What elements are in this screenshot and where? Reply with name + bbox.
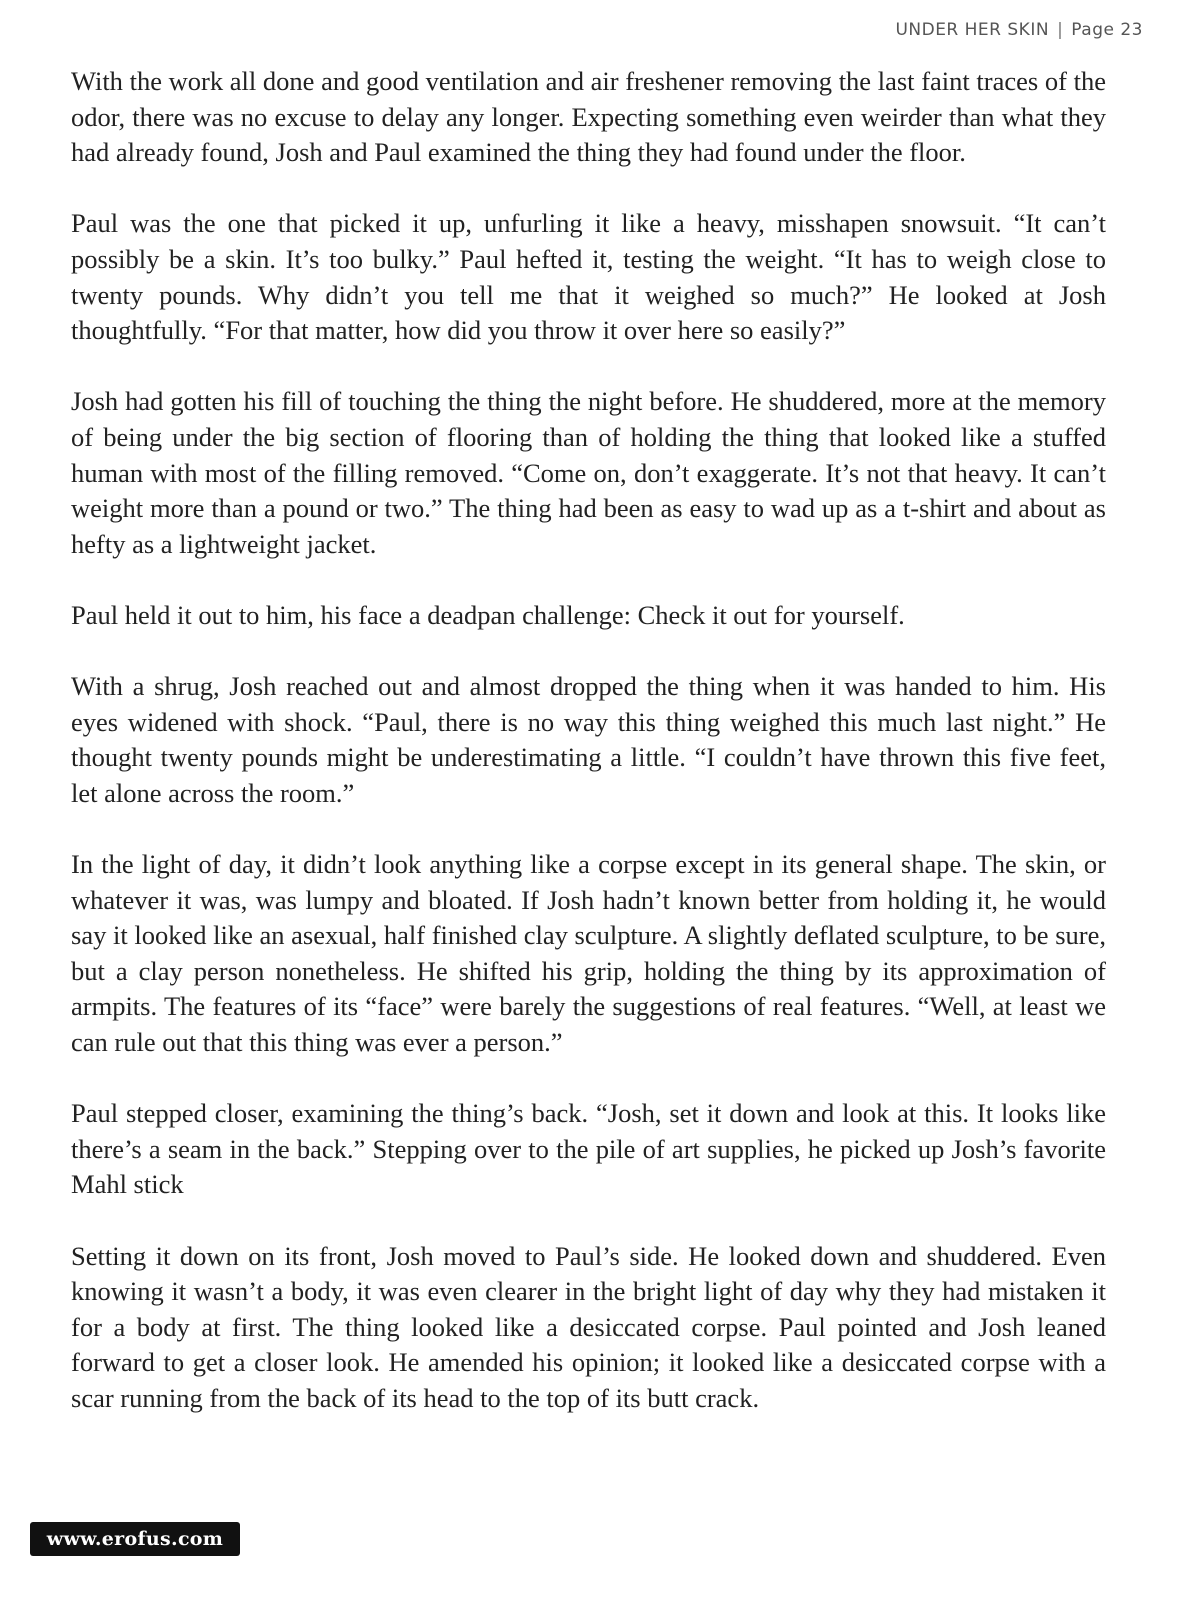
watermark-text: www.erofus.com bbox=[46, 1528, 224, 1550]
paragraph-7: Paul stepped closer, examining the thing’s back. “Josh, set it down and look at this. It looks like there’s a seam in the back.” Stepping over to the pile of art supplies, he picked up Josh’s favorite Mahl stick bbox=[71, 1098, 1106, 1200]
paragraph-8: Setting it down on its front, Josh moved to Paul’s side. He looked down and shuddered. Even knowing it wasn’t a body, it was even clearer in the bright light of day why they had mistaken it for a body at first. The thing looked like a desiccated corpse. Paul pointed and Josh leaned forward to get a closer look. He amended his opinion; it looked like a desiccated corpse with a scar running from the back of its head to the top of its butt crack. bbox=[71, 1240, 1106, 1413]
running-header bbox=[895, 20, 1143, 40]
paragraph-3: Josh had gotten his fill of touching the thing the night before. He shuddered, more at the memory of being under the big section of flooring than of holding the thing that looked like a stuffed human with most of the filling removed. “Come on, don’t exaggerate. It’s not that heavy. It can’t weight more than a pound or two.” The thing had been as easy to wad up as a t-shirt and about as hefty as a lightweight jacket. bbox=[71, 386, 1106, 559]
page-number: Page 23 bbox=[1071, 20, 1143, 40]
paragraph-6: In the light of day, it didn’t look anything like a corpse except in its general shape. The skin, or whatever it was, was lumpy and bloated. If Josh hadn’t known better from holding it, he would say it looked like an asexual, half finished clay sculpture. A slightly deflated sculpture, to be sure, but a clay person nonetheless. He shifted his grip, holding the thing by its approximation of armpits. The features of its “face” were barely the suggestions of real features. “Well, at least we can rule out that this thing was ever a person.” bbox=[71, 849, 1106, 1058]
paragraph-4: Paul held it out to him, his face a deadpan challenge: Check it out for yourself. bbox=[71, 599, 905, 630]
watermark-badge bbox=[30, 1522, 240, 1556]
paragraph-1: With the work all done and good ventilation and air freshener removing the last faint traces of the odor, there was no excuse to delay any longer. Expecting something even weirder than what they had already found, Josh and Paul examined the thing they had found under the floor. bbox=[71, 66, 1106, 168]
page-body bbox=[71, 64, 1106, 1452]
paragraph-2: Paul was the one that picked it up, unfurling it like a heavy, misshapen snowsuit. “It can’t possibly be a skin. It’s too bulky.” Paul hefted it, testing the weight. “It has to weigh close to twenty pounds. Why didn’t you tell me that it weighed so much?” He looked at Josh thoughtfully. “For that matter, how did you throw it over here so easily?” bbox=[71, 208, 1106, 346]
header-separator: | bbox=[1057, 20, 1064, 40]
book-title: UNDER HER SKIN bbox=[895, 20, 1050, 40]
paragraph-5: With a shrug, Josh reached out and almost dropped the thing when it was handed to him. His eyes widened with shock. “Paul, there is no way this thing weighed this much last night.” He thought twenty pounds might be underestimating a little. “I couldn’t have thrown this five feet, let alone across the room.” bbox=[71, 671, 1106, 808]
